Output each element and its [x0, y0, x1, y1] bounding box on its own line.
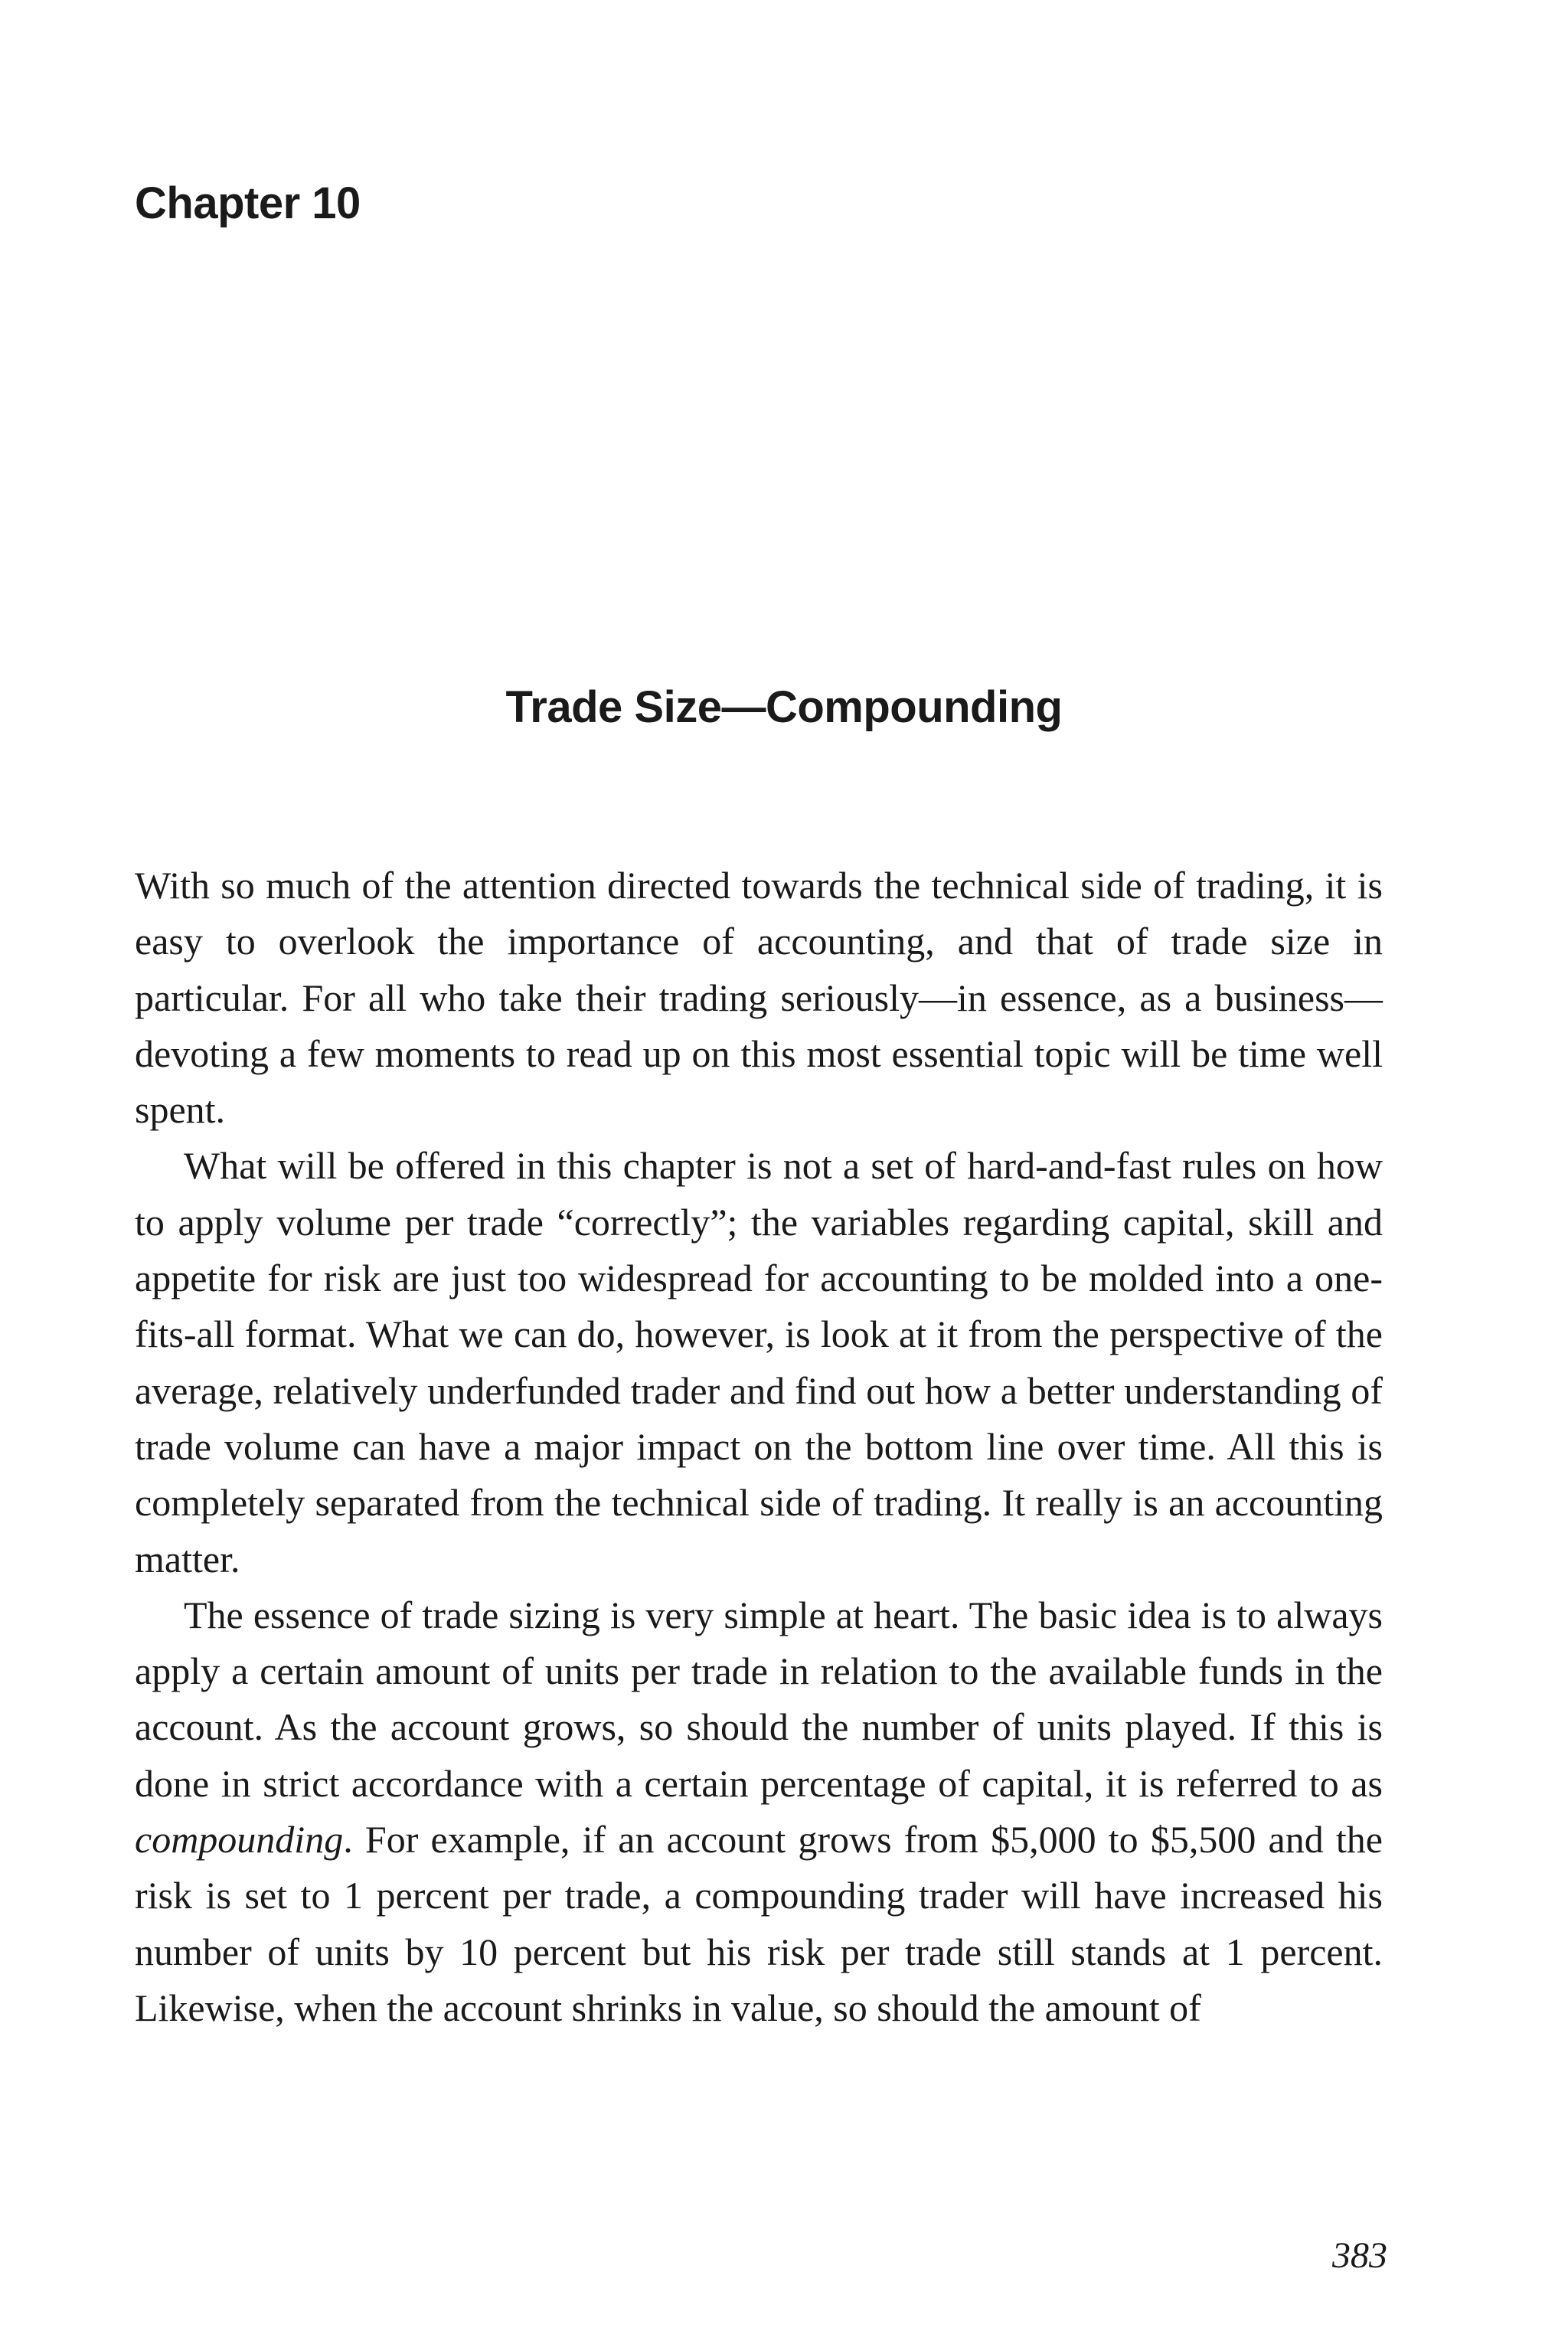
chapter-title: Trade Size—Compounding — [505, 682, 1063, 732]
paragraph-3: The essence of trade sizing is very simple at heart. The basic idea is to always apply a certain amount of units per trade in relation to the available funds in the account. As the account grows, so should the number of units played. If this is done in strict accordance with a certain percentage of capital, it is referred to as compounding. For example, if an account grows from $5,000 to $5,500 and the risk is set to 1 percent per trade, a compounding trader will have increased his number of units by 10 percent but his risk per trade still stands at 1 percent. Likewise, when the account shrinks in value, so should the amount of — [135, 1593, 1383, 2029]
body-text — [135, 858, 1383, 2036]
emphasized-term: compounding — [135, 1818, 344, 1862]
chapter-label: Chapter 10 — [135, 178, 361, 228]
paragraph-1: With so much of the attention directed towards the technical side of trading, it is easy to overlook the importance of accounting, and that of trade size in particular. For all who take their trading seriously—in essence, as a business—devoting a few moments to read up on this most essential topic will be time well spent. — [135, 864, 1383, 1132]
paragraph-2: What will be offered in this chapter is not a set of hard-and-fast rules on how to apply volume per trade “correctly”; the variables regarding capital, skill and appetite for risk are just too widespread for accounting to be molded into a one-fits-all format. What we can do, however, is look at it from the perspective of the average, relatively underfunded trader and find out how a better understanding of trade volume can have a major impact on the bottom line over time. All this is completely separated from the technical side of trading. It really is an accounting matter. — [135, 1144, 1383, 1580]
page-number: 383 — [1332, 2235, 1387, 2276]
